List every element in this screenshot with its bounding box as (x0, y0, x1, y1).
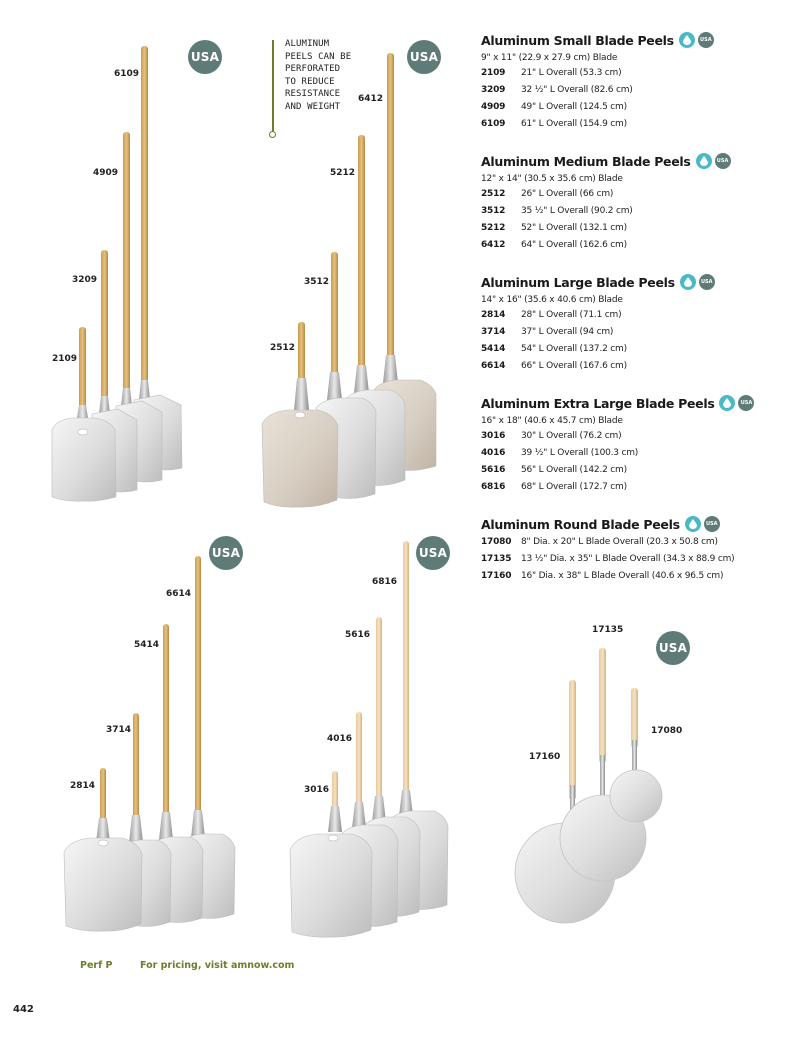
sku: 2109 (481, 68, 506, 78)
section-title-text: Aluminum Large Blade Peels (481, 274, 675, 290)
item-desc: 37" L Overall (94 cm) (521, 327, 614, 337)
usa-mini-icon: USA (738, 395, 754, 411)
large-peel-2814 (64, 768, 142, 931)
water-drop-icon (685, 516, 701, 532)
sku: 5616 (481, 465, 506, 475)
note-line-text: ALUMINUM (285, 39, 330, 49)
sku: 2814 (481, 310, 506, 320)
usa-badge: USA (656, 631, 690, 665)
sku: 3016 (481, 431, 506, 441)
sku: 3714 (481, 327, 506, 337)
round-peel-17080 (610, 688, 662, 822)
sku: 4016 (481, 448, 506, 458)
image-label: 6412 (358, 94, 384, 104)
image-label: 6614 (166, 589, 192, 599)
sku: 2512 (481, 189, 506, 199)
section-medium-blade (481, 151, 781, 254)
image-label: 3714 (106, 725, 132, 735)
note-line-text: RESISTANCE (285, 89, 341, 100)
list-item (481, 220, 781, 237)
list-item (481, 462, 781, 479)
note-line-text: AND WEIGHT (285, 101, 341, 112)
image-label: 2512 (270, 343, 296, 353)
water-drop-icon (679, 32, 695, 48)
usa-mini-icon: USA (699, 274, 715, 290)
sku: 6816 (481, 482, 506, 492)
list-item (481, 203, 781, 220)
sku: 6412 (481, 240, 506, 250)
section-title (481, 151, 781, 171)
image-label: 5212 (330, 168, 356, 178)
item-desc: 35 ½" L Overall (90.2 cm) (521, 206, 633, 216)
section-title (481, 30, 781, 50)
item-desc: 52" L Overall (132.1 cm) (521, 223, 627, 233)
list-item (481, 65, 781, 82)
section-title (481, 393, 781, 413)
footer-pricing-link[interactable]: For pricing, visit amnow.com (140, 960, 295, 971)
list-item (481, 116, 781, 133)
sku: 17160 (481, 571, 512, 581)
image-label: 17080 (651, 726, 683, 736)
section-small-blade (481, 30, 781, 133)
section-title-text: Aluminum Medium Blade Peels (481, 153, 691, 169)
list-item (481, 445, 781, 462)
sku: 6109 (481, 119, 506, 129)
blade-size: 9" x 11" (22.9 x 27.9 cm) Blade (481, 53, 618, 63)
usa-badge: USA (188, 40, 222, 74)
item-desc: 26" L Overall (66 cm) (521, 189, 614, 199)
list-item (481, 82, 781, 99)
note-dot (269, 131, 276, 138)
list-item (481, 534, 781, 551)
water-drop-icon (719, 395, 735, 411)
list-item (481, 324, 781, 341)
list-item (481, 551, 781, 568)
usa-badge: USA (209, 536, 243, 570)
usa-badge: USA (416, 536, 450, 570)
list-item (481, 341, 781, 358)
image-label: 4909 (93, 168, 119, 178)
item-desc: 61" L Overall (154.9 cm) (521, 119, 627, 129)
list-item (481, 186, 781, 203)
blade-size: 16" x 18" (40.6 x 45.7 cm) Blade (481, 416, 623, 426)
note-line (272, 40, 274, 132)
note-line-text: PERFORATED (285, 64, 341, 75)
sku: 3512 (481, 206, 506, 216)
image-label: 5414 (134, 640, 160, 650)
section-title (481, 272, 781, 292)
sku: 5414 (481, 344, 506, 354)
item-desc: 28" L Overall (71.1 cm) (521, 310, 622, 320)
usa-badge: USA (407, 40, 441, 74)
image-label: 3209 (72, 275, 98, 285)
sku: 17080 (481, 537, 512, 547)
image-label: 2109 (52, 354, 78, 364)
image-label: 17135 (592, 625, 624, 635)
note-line-text: PEELS CAN BE (285, 51, 352, 62)
section-title-text: Aluminum Round Blade Peels (481, 516, 680, 532)
usa-mini-icon: USA (715, 153, 731, 169)
image-label: 6109 (114, 69, 140, 79)
item-desc: 66" L Overall (167.6 cm) (521, 361, 627, 371)
image-label: 17160 (529, 752, 561, 762)
image-label: 5616 (345, 630, 371, 640)
image-label: 4016 (327, 734, 353, 744)
image-label: 2814 (70, 781, 96, 791)
list-item (481, 568, 781, 585)
blade-size: 14" x 16" (35.6 x 40.6 cm) Blade (481, 295, 623, 305)
section-xlarge-blade (481, 393, 781, 496)
blade-size: 12" x 14" (30.5 x 35.6 cm) Blade (481, 174, 623, 184)
section-title (481, 514, 781, 534)
item-desc: 64" L Overall (162.6 cm) (521, 240, 627, 250)
water-drop-icon (680, 274, 696, 290)
item-desc: 39 ½" L Overall (100.3 cm) (521, 448, 639, 458)
usa-mini-icon: USA (704, 516, 720, 532)
item-desc: 32 ½" L Overall (82.6 cm) (521, 85, 633, 95)
list-item (481, 358, 781, 375)
section-title-text: Aluminum Extra Large Blade Peels (481, 395, 715, 411)
item-desc: 54" L Overall (137.2 cm) (521, 344, 627, 354)
section-round-blade (481, 514, 781, 585)
item-desc: 49" L Overall (124.5 cm) (521, 102, 627, 112)
sku: 6614 (481, 361, 506, 371)
note-line-text: TO REDUCE (285, 76, 335, 87)
item-desc: 30" L Overall (76.2 cm) (521, 431, 622, 441)
footer-perf: Perf P (80, 960, 113, 971)
section-large-blade (481, 272, 781, 375)
usa-mini-icon: USA (698, 32, 714, 48)
image-label: 3512 (304, 277, 330, 287)
water-drop-icon (696, 153, 712, 169)
page-number: 442 (13, 1004, 34, 1015)
perforation-note (285, 38, 351, 114)
list-item (481, 99, 781, 116)
item-desc: 68" L Overall (172.7 cm) (521, 482, 627, 492)
sku: 5212 (481, 223, 506, 233)
sku: 17135 (481, 554, 512, 564)
section-title-text: Aluminum Small Blade Peels (481, 32, 674, 48)
item-desc: 56" L Overall (142.2 cm) (521, 465, 627, 475)
item-desc: 16" Dia. x 38" L Blade Overall (40.6 x 96.5 cm) (521, 571, 724, 581)
image-label: 3016 (304, 785, 330, 795)
list-item (481, 237, 781, 254)
image-label: 6816 (372, 577, 398, 587)
sku: 3209 (481, 85, 506, 95)
sku: 4909 (481, 102, 506, 112)
item-desc: 8" Dia. x 20" L Blade Overall (20.3 x 50.8 cm) (521, 537, 718, 547)
list-item (481, 428, 781, 445)
list-item (481, 479, 781, 496)
item-desc: 13 ½" Dia. x 35" L Blade Overall (34.3 x 88.9 cm) (521, 554, 735, 564)
item-desc: 21" L Overall (53.3 cm) (521, 68, 622, 78)
list-item (481, 307, 781, 324)
